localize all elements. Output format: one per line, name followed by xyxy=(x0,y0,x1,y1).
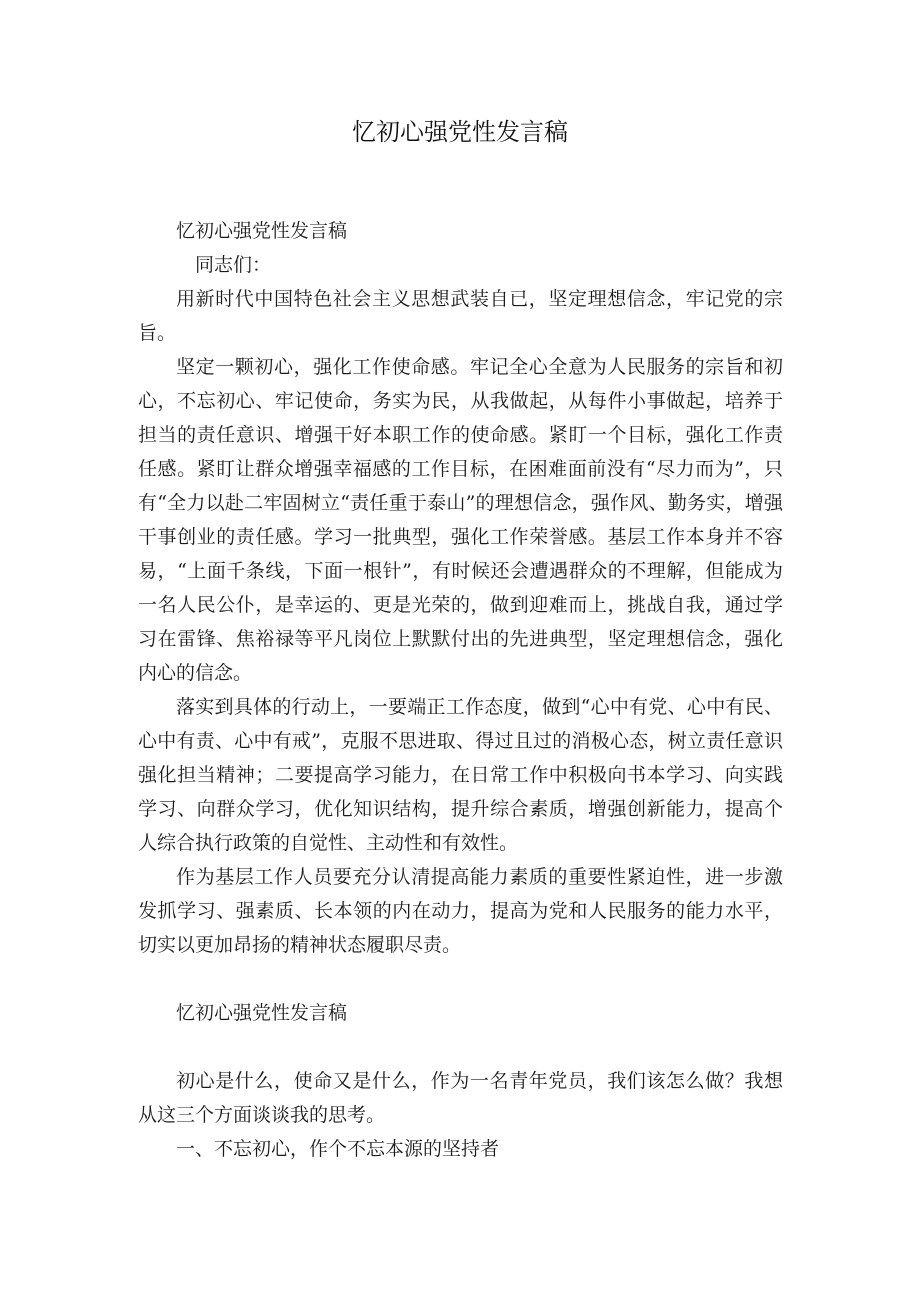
document-body xyxy=(138,214,783,1166)
paragraph: 坚定一颗初心，强化工作使命感。牢记全心全意为人民服务的宗旨和初心，不忘初心、牢记使命，务实为民，从我做起，从每件小事做起，培养于担当的责任意识、增强干好本职工作的使命感。紧盯一个目标，强化工作责任感。紧盯让群众增强幸福感的工作目标，在困难面前没有“尽力而为”，只有“全力以赴二牢固树立“责任重于泰山”的理想信念，强作风、勤务实，增强干事创业的责任感。学习一批典型，强化工作荣誉感。基层工作本身并不容易，“上面千条线，下面一根针”，有时候还会遭遇群众的不理解，但能成为一名人民公仆，是幸运的、更是光荣的，做到迎难而上，挑战自我，通过学习在雷锋、焦裕禄等平凡岗位上默默付出的先进典型，坚定理想信念，强化内心的信念。 xyxy=(138,356,783,684)
paragraph: 落实到具体的行动上，一要端正工作态度，做到“心中有党、心中有民、心中有责、心中有戒”，克服不思进取、得过且过的消极心态，树立责任意识强化担当精神；二要提高学习能力，在日常工作中积极向书本学习、向实践学习、向群众学习，优化知识结构，提升综合素质，增强创新能力，提高个人综合执行政策的自觉性、主动性和有效性。 xyxy=(138,696,783,854)
paragraph: 用新时代中国特色社会主义思想武装自已，坚定理想信念，牢记党的宗旨。 xyxy=(138,288,783,344)
paragraph: 初心是什么，使命又是什么，作为一名青年党员，我们该怎么做？我想从这三个方面谈谈我的思考。 xyxy=(138,1070,783,1126)
document-title: 忆初心强党性发言稿 xyxy=(352,118,568,146)
section-heading: 忆初心强党性发言稿 xyxy=(176,1002,348,1024)
section-heading: 忆初心强党性发言稿 xyxy=(176,220,348,242)
paragraph: 作为基层工作人员要充分认清提高能力素质的重要性紧迫性，进一步激发抓学习、强素质、长本领的内在动力，提高为党和人民服务的能力水平，切实以更加昂扬的精神状态履职尽责。 xyxy=(138,866,783,956)
salutation: 同志们： xyxy=(195,254,272,276)
paragraph: 一、不忘初心，作个不忘本源的坚持者 xyxy=(176,1138,500,1160)
